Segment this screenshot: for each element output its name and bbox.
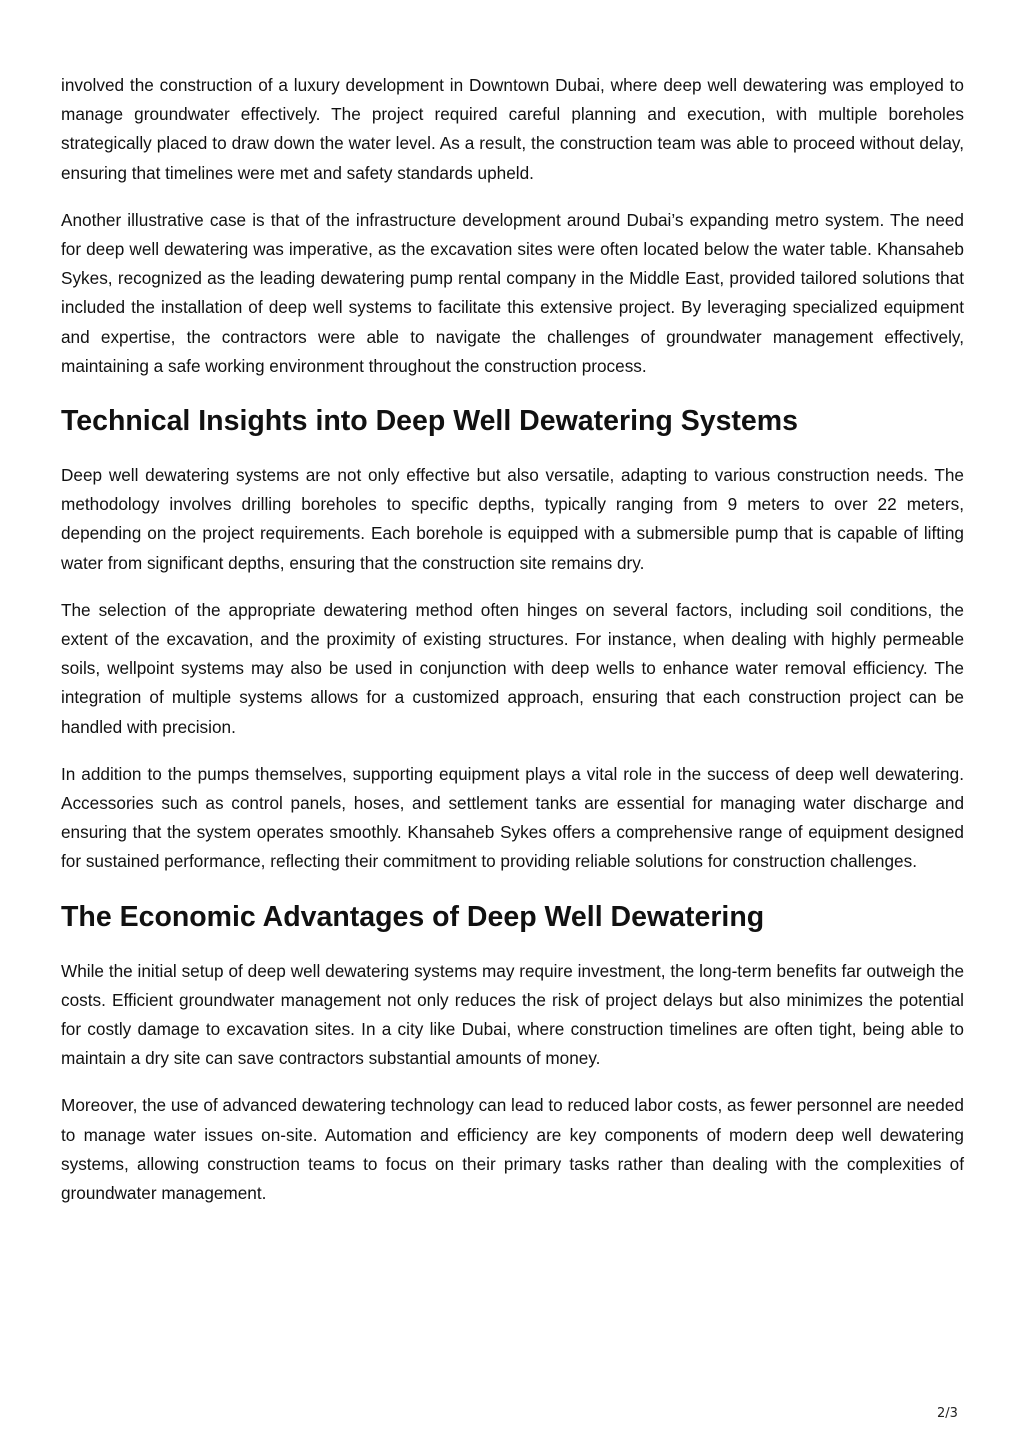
paragraph-luxury-development: involved the construction of a luxury development in Downtown Dubai, where deep well dewatering was employed to manage groundwater effectively. The project required careful planning and execution, with multiple boreholes strategically placed to draw down the water level. As a result, the construction team was able to proceed without delay, ensuring that timelines were met and safety standards upheld. <box>61 75 964 183</box>
document-page <box>61 71 964 1226</box>
heading-economic-advantages: The Economic Advantages of Deep Well Dewatering <box>61 900 765 933</box>
page-number: 2/3 <box>937 1406 958 1421</box>
paragraph-economic-investment: While the initial setup of deep well dewatering systems may require investment, the long-term benefits far outweigh the costs. Efficient groundwater management not only reduces the risk of project delays but also minimizes the potential for costly damage to excavation sites. In a city like Dubai, where construction timelines are often tight, being able to maintain a dry site can save contractors substantial amounts of money. <box>61 960 964 1069</box>
paragraph-metro-case: Another illustrative case is that of the infrastructure development around Dubai’s expanding metro system. The need for deep well dewatering was imperative, as the excavation sites were often located below the water table. Khansaheb Sykes, recognized as the leading dewatering pump rental company in the Middle East, provided tailored solutions that included the installation of deep well systems to facilitate this extensive project. By leveraging specialized equipment and expertise, the contractors were able to navigate the challenges of groundwater management effectively, maintaining a safe working environment throughout the construction process. <box>61 209 964 376</box>
paragraph-technical-equipment: In addition to the pumps themselves, supporting equipment plays a vital role in the success of deep well dewatering. Accessories such as control panels, hoses, and settlement tanks are essential for managing water discharge and ensuring that the system operates smoothly. Khansaheb Sykes offers a comprehensive range of equipment designed for sustained performance, reflecting their commitment to providing reliable solutions for construction challenges. <box>61 763 964 872</box>
heading-technical-insights: Technical Insights into Deep Well Dewatering Systems <box>61 405 798 438</box>
paragraph-economic-labor: Moreover, the use of advanced dewatering technology can lead to reduced labor costs, as fewer personnel are needed to manage water issues on-site. Automation and efficiency are key components of modern deep well dewatering systems, allowing construction teams to focus on their primary tasks rather than dealing with the complexities of groundwater management. <box>61 1095 964 1204</box>
paragraph-technical-methodology: Deep well dewatering systems are not only effective but also versatile, adapting to various construction needs. The methodology involves drilling boreholes to specific depths, typically ranging from 9 meters to over 22 meters, depending on the project requirements. Each borehole is equipped with a submersible pump that is capable of lifting water from significant depths, ensuring that the construction site remains dry. <box>61 465 964 573</box>
paragraph-technical-selection: The selection of the appropriate dewatering method often hinges on several factors, including soil conditions, the extent of the excavation, and the proximity of existing structures. For instance, when dealing with highly permeable soils, wellpoint systems may also be used in conjunction with deep wells to enhance water removal efficiency. The integration of multiple systems allows for a customized approach, ensuring that each construction project can be handled with precision. <box>61 599 964 737</box>
